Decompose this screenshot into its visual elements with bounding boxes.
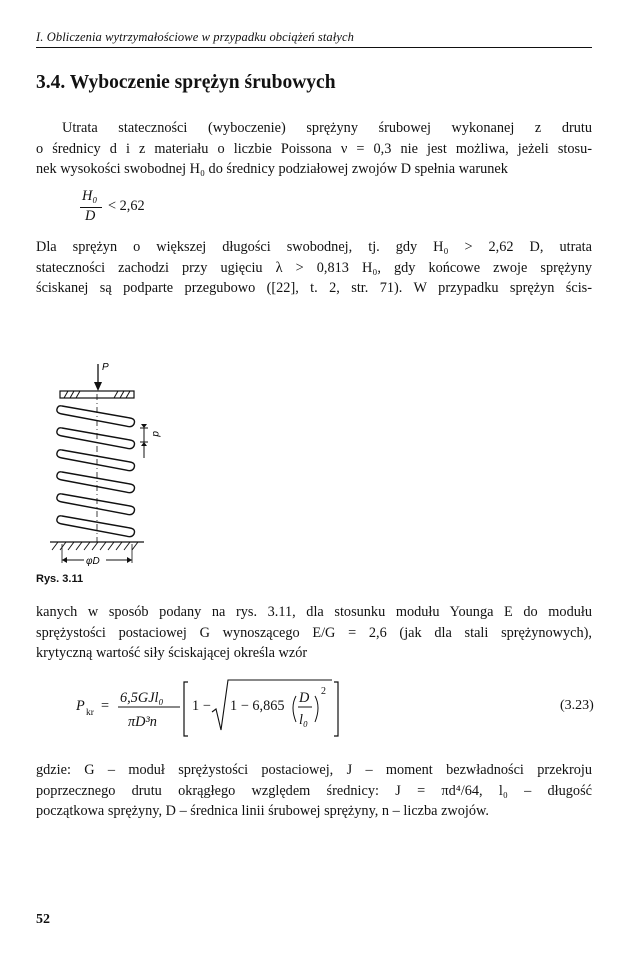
running-header: I. Obliczenia wytrzymałościowe w przypadku obciążeń stałych bbox=[36, 30, 592, 48]
formula-right-paren bbox=[315, 696, 318, 722]
formula-lhs-subscript: kr bbox=[86, 708, 94, 718]
text-line: sprężystości postaciowej G wynoszącego E/G = 2,6 (jak dla stali sprężynowych), bbox=[36, 624, 592, 641]
text-line: początkowa sprężyny, D – średnica linii śrubowej sprężyny, n – liczba zwojów. bbox=[36, 803, 489, 819]
formula-equals: = bbox=[101, 698, 110, 714]
text-line: Utrata stateczności (wyboczenie) sprężyny śrubowej wykonanej z drutu bbox=[62, 120, 592, 136]
coil-diameter-label: φD bbox=[86, 556, 100, 567]
formula-one-minus: 1 − bbox=[192, 698, 211, 714]
wire-diameter-label: d bbox=[150, 431, 161, 437]
paragraph-intro bbox=[36, 118, 592, 180]
text-line: ściskanej są podparte przegubowo ([22], t. 2, str. 71). W przypadku sprężyn ścis- bbox=[36, 280, 592, 296]
ground-hatch bbox=[52, 542, 138, 550]
load-label: P bbox=[102, 362, 109, 373]
paragraph-definitions bbox=[36, 760, 592, 822]
formula-exponent: 2 bbox=[321, 686, 326, 697]
wire-dim-arrow bbox=[141, 424, 147, 428]
condition-relation: < 2,62 bbox=[108, 198, 145, 214]
formula-ratio-denominator: l₀ bbox=[299, 712, 308, 728]
formula-left-bracket bbox=[184, 682, 188, 736]
condition-numerator: H₀ bbox=[82, 188, 98, 204]
text-line: stateczności zachodzi przy ugięciu λ > 0,813 H₀, gdy końcowe zwoje sprężyny bbox=[36, 259, 592, 276]
formula-3-23 bbox=[76, 676, 546, 746]
spring-coils bbox=[57, 406, 135, 537]
formula-lhs: P bbox=[76, 698, 85, 714]
paragraph-long-springs bbox=[36, 237, 592, 299]
text-line: o średnicy d i z materiału o liczbie Poissona ν = 0,3 nie jest możliwa, jeżeli stosu- bbox=[36, 140, 592, 157]
formula-left-paren bbox=[293, 696, 296, 722]
condition-denominator: D bbox=[85, 208, 96, 224]
paragraph-critical-force bbox=[36, 602, 592, 664]
text-line: Dla sprężyn o większej długości swobodnej, tj. gdy H₀ > 2,62 D, utrata bbox=[36, 239, 592, 255]
text-line: krytyczną wartość siły ściskającej określa wzór bbox=[36, 645, 308, 661]
formula-numerator: 6,5GJl₀ bbox=[120, 690, 164, 706]
formula-ratio-numerator: D bbox=[299, 690, 310, 706]
figure-caption: Rys. 3.11 bbox=[36, 573, 84, 585]
text-line: poprzecznego drutu okrągłego względem średnicy: J = πd⁴/64, l₀ – długość bbox=[36, 782, 592, 799]
text-line: gdzie: G – moduł sprężystości postaciowej, J – moment bezwładności przekroju bbox=[36, 762, 592, 778]
page-number: 52 bbox=[36, 912, 50, 927]
formula-denominator: πD³n bbox=[128, 714, 157, 730]
text-line: nek wysokości swobodnej H₀ do średnicy podziałowej zwojów D spełnia warunek bbox=[36, 161, 508, 177]
formula-inner: 1 − 6,865 bbox=[230, 698, 285, 714]
equation-number: (3.23) bbox=[560, 698, 594, 713]
section-title: 3.4. Wyboczenie sprężyn śrubowych bbox=[36, 72, 336, 93]
formula-right-bracket bbox=[334, 682, 338, 736]
load-arrow-head bbox=[94, 382, 102, 391]
spring-figure bbox=[48, 358, 178, 573]
text-line: kanych w sposób podany na rys. 3.11, dla stosunku modułu Younga E do modułu bbox=[36, 604, 592, 620]
